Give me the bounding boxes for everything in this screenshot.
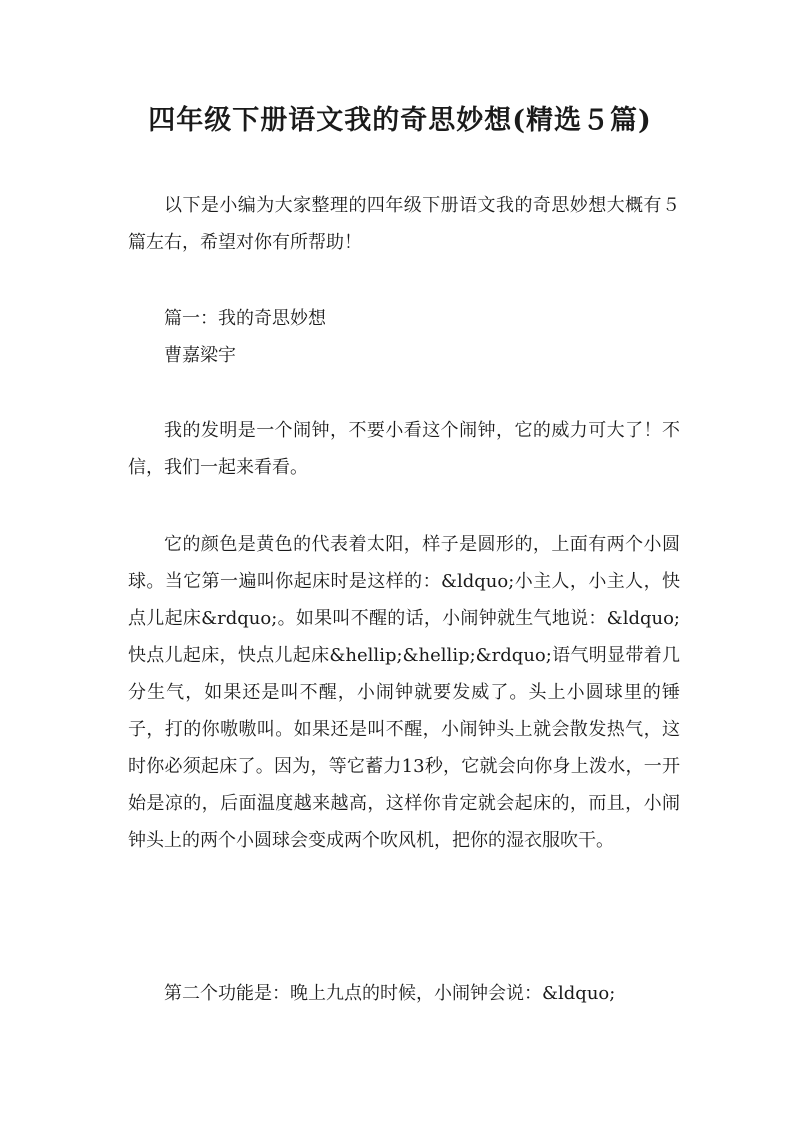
article-author: 曹嘉梁宇: [164, 345, 236, 366]
paragraph-2: 它的颜色是黄色的代表着太阳，样子是圆形的，上面有两个小圆球。当它第一遍叫你起床时是这样的：&ldquo;小主人，小主人，快点儿起床&rdquo;。如果叫不醒的话，小闹钟就生气地说：&ldquo;快点儿起床，快点儿起床&hellip;&hellip;&rdquo;语气明显带着几分生气，如果还是叫不醒，小闹钟就要发威了。头上小圆球里的锤子，打的你嗷嗷叫。如果还是叫不醒，小闹钟头上就会散发热气，这时你必须起床了。因为，等它蓄力13秒，它就会向你身上泼水，一开始是凉的，后面温度越来越高，这样你肯定就会起床的，而且，小闹钟头上的两个小圆球会变成两个吹风机，把你的湿衣服吹干。: [128, 534, 680, 851]
paragraph-3: 第二个功能是：晚上九点的时候，小闹钟会说：&ldquo;: [164, 983, 616, 1004]
document-title: 四年级下册语文我的奇思妙想(精选５篇): [148, 105, 652, 136]
paragraph-1: 我的发明是一个闹钟，不要小看这个闹钟，它的威力可大了！不信，我们一起来看看。: [128, 420, 680, 478]
article-heading: 篇一：我的奇思妙想: [164, 308, 326, 329]
article-heading-block: [128, 300, 680, 374]
intro-paragraph: 以下是小编为大家整理的四年级下册语文我的奇思妙想大概有５篇左右，希望对你有所帮助！: [128, 195, 680, 253]
